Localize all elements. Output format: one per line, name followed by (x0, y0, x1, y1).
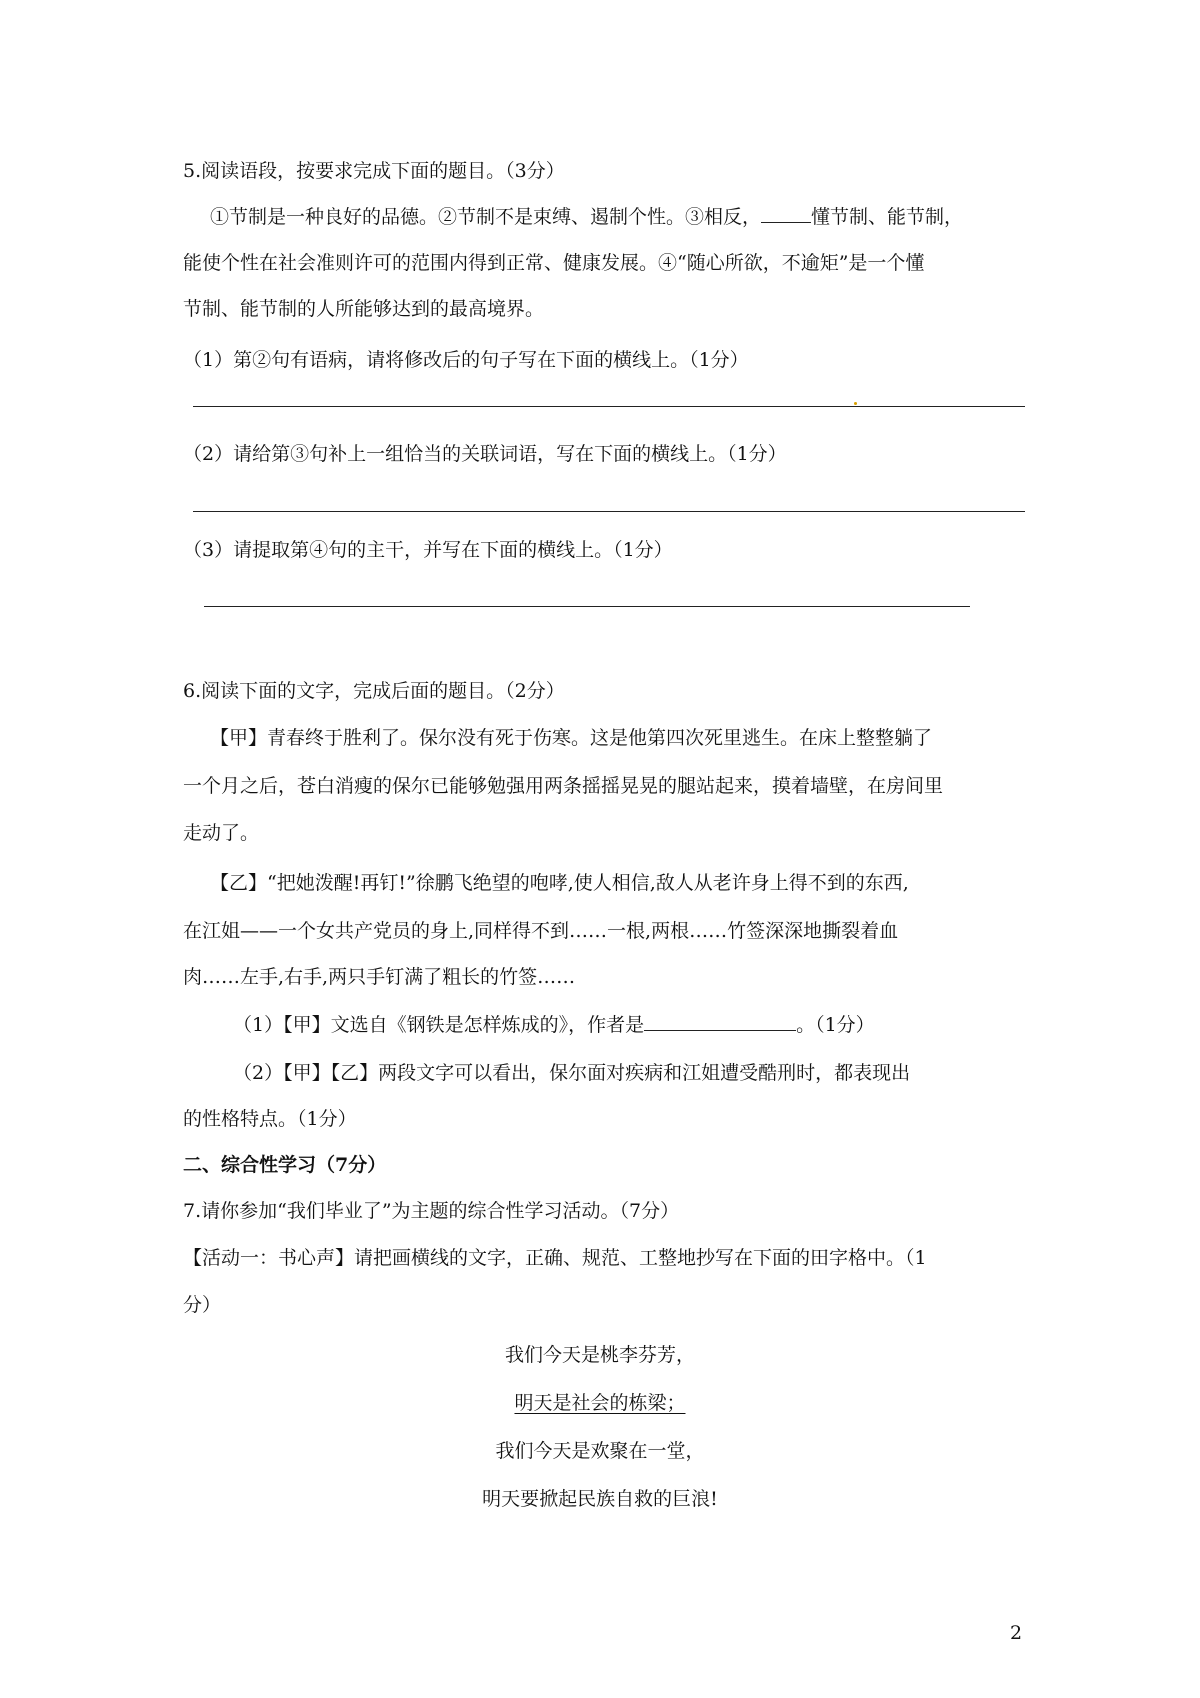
poem-underlined-text: 明天是社会的栋梁； (514, 1392, 686, 1414)
yellow-dot-mark (854, 402, 857, 405)
q5-inline-blank[interactable] (761, 204, 811, 223)
q5-item-3: （3）请提取第④句的主干，并写在下面的横线上。（1分） (183, 539, 673, 561)
q5-passage-line-2: 能使个性在社会准则许可的范围内得到正常、健康发展。④“随心所欲，不逾矩”是一个懂 (183, 252, 925, 274)
q5-item-1: （1）第②句有语病，请将修改后的句子写在下面的横线上。（1分） (183, 349, 749, 371)
q6-yi-line-2: 在江姐——一个女共产党员的身上,同样得不到……一根,两根……竹签深深地撕裂着血 (183, 920, 899, 942)
q6-title: 6.阅读下面的文字，完成后面的题目。（2分） (183, 680, 565, 702)
q5-passage-line-3: 节制、能节制的人所能够达到的最高境界。 (183, 298, 545, 320)
q6-jia-line-3: 走动了。 (183, 822, 260, 844)
q6-yi-line-1: 【乙】“把她泼醒!再钉!”徐鹏飞绝望的咆哮,使人相信,敌人从老许身上得不到的东西, (210, 872, 909, 894)
q6-item-1-text-a: （1）【甲】文选自《钢铁是怎样炼成的》，作者是 (233, 1014, 645, 1036)
q6-author-blank[interactable] (644, 1012, 796, 1031)
q6-item-2-line-1: （2）【甲】【乙】两段文字可以看出，保尔面对疾病和江姐遭受酷刑时，都表现出 (233, 1062, 911, 1084)
q5-item-2: （2）请给第③句补上一组恰当的关联词语，写在下面的横线上。（1分） (183, 443, 787, 465)
q5-passage-text-a: ①节制是一种良好的品德。②节制不是束缚、遏制个性。③相反， (210, 206, 762, 228)
page-number: 2 (1010, 1622, 1023, 1644)
q5-passage-text-b: 懂节制、能节制， (811, 206, 964, 228)
q6-jia-line-2: 一个月之后，苍白消瘦的保尔已能够勉强用两条摇摇晃晃的腿站起来，摸着墙壁，在房间里 (183, 775, 944, 797)
q5-answer-line-2[interactable] (193, 511, 1025, 512)
section-heading: 二、综合性学习（7分） (183, 1154, 387, 1176)
q5-passage-line-1 (210, 204, 963, 230)
q7-title: 7.请你参加“我们毕业了”为主题的综合性学习活动。（7分） (183, 1200, 680, 1222)
q6-jia-line-1: 【甲】青春终于胜利了。保尔没有死于伤寒。这是他第四次死里逃生。在床上整整躺了 (210, 727, 933, 749)
q5-answer-line-1[interactable] (193, 406, 1025, 407)
activity1-line-1: 【活动一：书心声】请把画横线的文字，正确、规范、工整地抄写在下面的田字格中。（1 (183, 1247, 927, 1269)
q5-title: 5.阅读语段，按要求完成下面的题目。（3分） (183, 160, 565, 182)
q6-item-2-line-2: 的性格特点。（1分） (183, 1108, 357, 1130)
poem-line-2 (0, 1390, 1200, 1416)
q5-answer-line-3[interactable] (204, 606, 970, 607)
q6-item-1-text-b: 。（1分） (796, 1014, 875, 1036)
poem-line-4: 明天要掀起民族自救的巨浪! (482, 1488, 718, 1510)
poem-line-3: 我们今天是欢聚在一堂， (495, 1440, 705, 1462)
q6-item-1 (233, 1012, 875, 1038)
q6-yi-line-3: 肉……左手,右手,两只手钉满了粗长的竹签…… (183, 966, 576, 988)
activity1-line-2: 分） (183, 1294, 222, 1316)
poem-line-1: 我们今天是桃李芬芳， (504, 1344, 695, 1366)
